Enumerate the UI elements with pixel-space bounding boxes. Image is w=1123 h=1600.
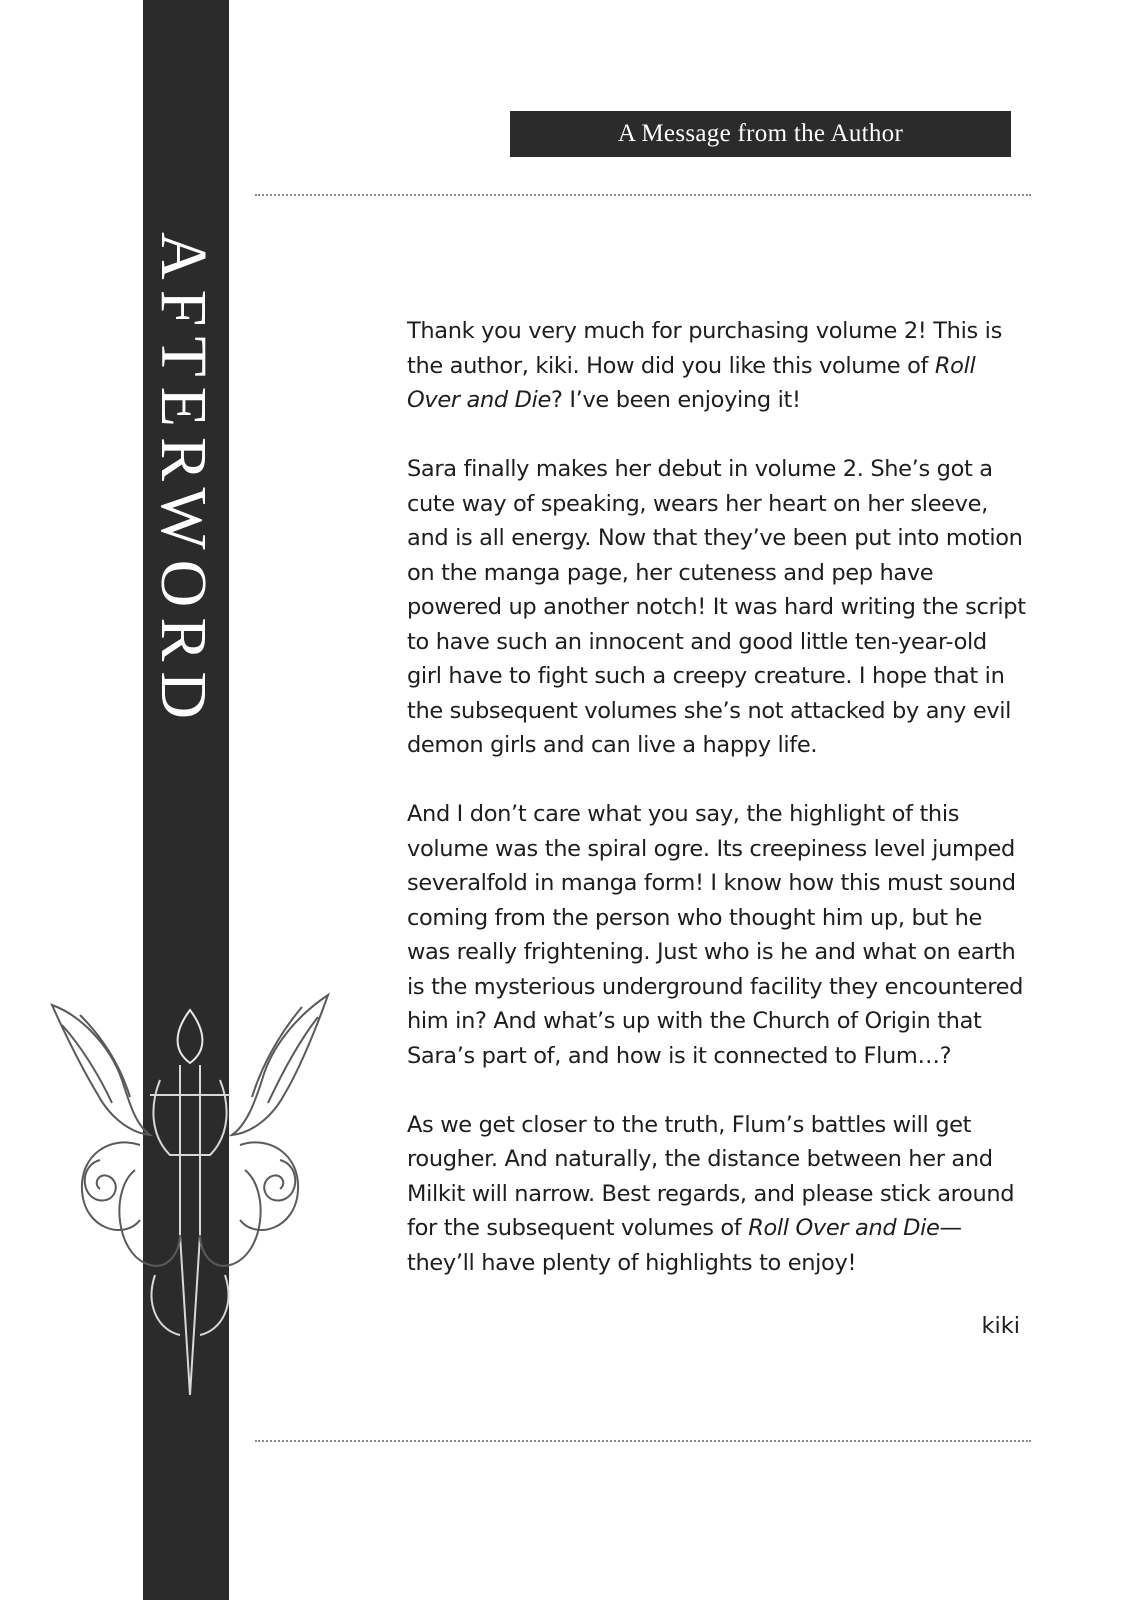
top-divider: [255, 194, 1031, 196]
paragraph-2: Sara finally makes her debut in volume 2. She’s got a cute way of speaking, wears her heart on her sleeve, and is all energy. Now that they’ve been put into motion on the manga page, her cuteness and pep have powered up another notch! It was hard writing the script to have such an innocent and good little ten-year-old girl have to fight such a creepy creature. I hope that in the subsequent volumes she’s not attacked by any evil demon girls and can live a happy life.: [407, 456, 1026, 758]
header-banner: [510, 111, 1011, 157]
afterword-body: [407, 314, 1027, 1315]
paragraph-3: And I don’t care what you say, the highlight of this volume was the spiral ogre. Its creepiness level jumped severalfold in manga form! I know how this must sound coming from the person who thought him up, but he was really frightening. Just who is he and what on earth is the mysterious underground facility they encountered him in? And what’s up with the Church of Origin that Sara’s part of, and how is it connected to Flum…?: [407, 801, 1024, 1069]
sidebar-title: AFTERWORD: [147, 232, 220, 730]
book-title-italic: Roll Over and Die: [407, 352, 976, 413]
book-title-italic: Roll Over and Die: [748, 1215, 940, 1241]
author-signature: kiki: [981, 1313, 1020, 1339]
ornament-emblem: [40, 985, 340, 1405]
header-title: A Message from the Author: [617, 120, 904, 147]
paragraph-4: As we get closer to the truth, Flum’s battles will get rougher. And naturally, the distance between her and Milkit will narrow. Best regards, and please stick around for the subsequent volumes of Roll Over and Die— they’ll have plenty of highlights to enjoy!: [407, 1111, 1015, 1276]
bottom-divider: [255, 1440, 1031, 1442]
paragraph-1: Thank you very much for purchasing volume 2! This is the author, kiki. How did you like this volume of Roll Over and Die? I’ve been enjoying it!: [407, 318, 1002, 413]
